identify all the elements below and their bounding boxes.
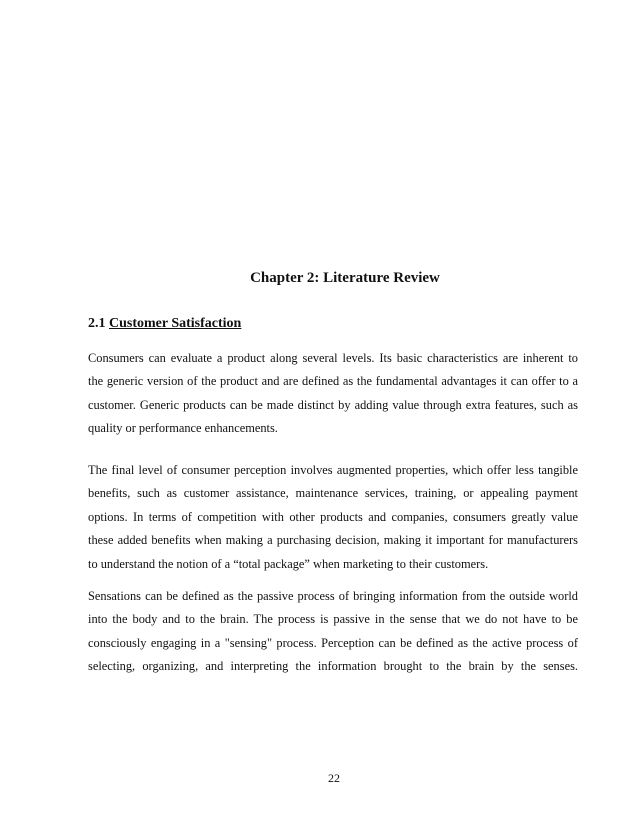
paragraph-3 xyxy=(88,585,578,679)
paragraph-line: Sensations can be defined as the passive process of bringing information from the outside world xyxy=(88,589,578,603)
paragraph-line: the generic version of the product and are defined as the fundamental advantages it can offer to a xyxy=(88,374,578,389)
paragraph-line: The final level of consumer perception involves augmented properties, which offer less tangible xyxy=(88,463,578,477)
paragraph-line: into the body and to the brain. The process is passive in the sense that we do not have to be xyxy=(88,612,578,627)
paragraph-line: consciously engaging in a "sensing" process. Perception can be defined as the active process of xyxy=(88,635,578,650)
paragraph-line: selecting, organizing, and interpreting the information brought to the brain by the senses. xyxy=(88,659,578,674)
section-heading xyxy=(88,314,241,334)
paragraph-line: Consumers can evaluate a product along several levels. Its basic characteristics are inherent to xyxy=(88,351,578,365)
paragraph-2 xyxy=(88,459,578,576)
paragraph-line: benefits, such as customer assistance, maintenance services, training, or appealing payment xyxy=(88,486,578,501)
paragraph-1 xyxy=(88,347,578,441)
section-title: Customer Satisfaction xyxy=(109,316,242,331)
paragraph-line: customer. Generic products can be made distinct by adding value through extra features, such as xyxy=(88,397,578,412)
paragraph-line: options. In terms of competition with other products and companies, consumers greatly value xyxy=(88,509,578,524)
section-number: 2.1 xyxy=(88,316,106,331)
page-number: 22 xyxy=(328,771,340,785)
paragraph-line: to understand the notion of a “total package” when marketing to their customers. xyxy=(88,556,489,571)
paragraph-line: these added benefits when making a purchasing decision, making it important for manufacturers xyxy=(88,533,578,548)
chapter-title: Chapter 2: Literature Review xyxy=(250,270,440,286)
paragraph-line: quality or performance enhancements. xyxy=(88,421,278,436)
